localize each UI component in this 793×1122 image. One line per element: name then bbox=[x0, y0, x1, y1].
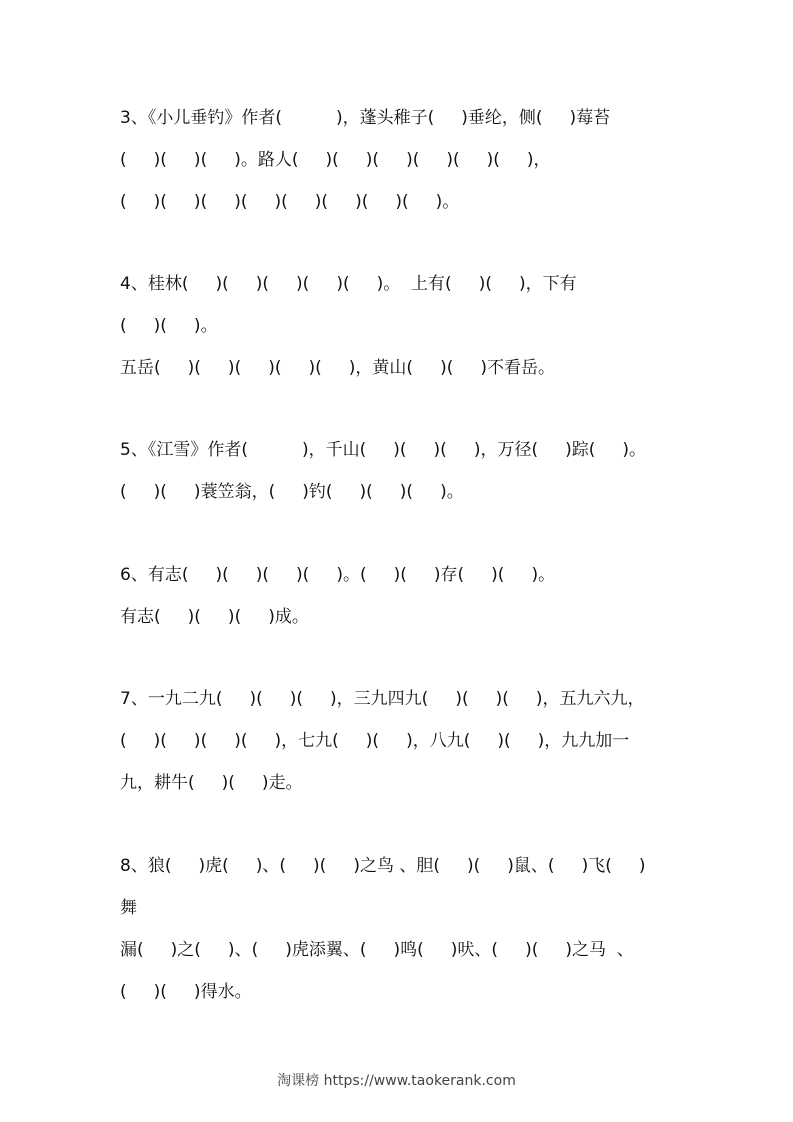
q5-line-1: 5、《江雪》作者( )，千山( )( )( )，万径( )踪( )。 bbox=[120, 440, 647, 460]
q7-line-1: 7、一九二九( )( )( )，三九四九( )( )( )，五九六九， bbox=[120, 689, 645, 709]
q4-line-3: 五岳( )( )( )( )( )，黄山( )( )不看岳。 bbox=[120, 358, 555, 378]
q8-line-4: ( )( )得水。 bbox=[120, 982, 252, 1002]
q8-line-1: 8、狼( )虎( )、( )( )之鸟 、胆( )( )鼠、( )飞( ) bbox=[120, 856, 646, 876]
q6-line-2: 有志( )( )( )成。 bbox=[120, 607, 309, 627]
q3-line-2: ( )( )( )。路人( )( )( )( )( )( )， bbox=[120, 150, 551, 170]
q4-line-1: 4、桂林( )( )( )( )( )。 上有( )( )，下有 bbox=[120, 274, 577, 294]
footer-watermark: 淘课榜 https://www.taokerank.com bbox=[277, 1073, 516, 1089]
q3-line-3: ( )( )( )( )( )( )( )( )。 bbox=[120, 192, 460, 212]
q6-line-1: 6、有志( )( )( )( )。( )( )存( )( )。 bbox=[120, 565, 556, 585]
q7-line-2: ( )( )( )( )，七九( )( )，八九( )( )，九九加一 bbox=[120, 731, 630, 751]
q8-line-2: 舞 bbox=[120, 898, 137, 918]
q4-line-2: ( )( )。 bbox=[120, 316, 218, 336]
q5-line-2: ( )( )蓑笠翁，( )钓( )( )( )。 bbox=[120, 482, 464, 502]
q8-line-3: 漏( )之( )、( )虎添翼、( )鸣( )吠、( )( )之马 、 bbox=[120, 940, 634, 960]
q3-line-1: 3、《小儿垂钓》作者( )，蓬头稚子( )垂纶，侧( )莓苔 bbox=[120, 108, 611, 128]
q7-line-3: 九，耕牛( )( )走。 bbox=[120, 773, 303, 793]
